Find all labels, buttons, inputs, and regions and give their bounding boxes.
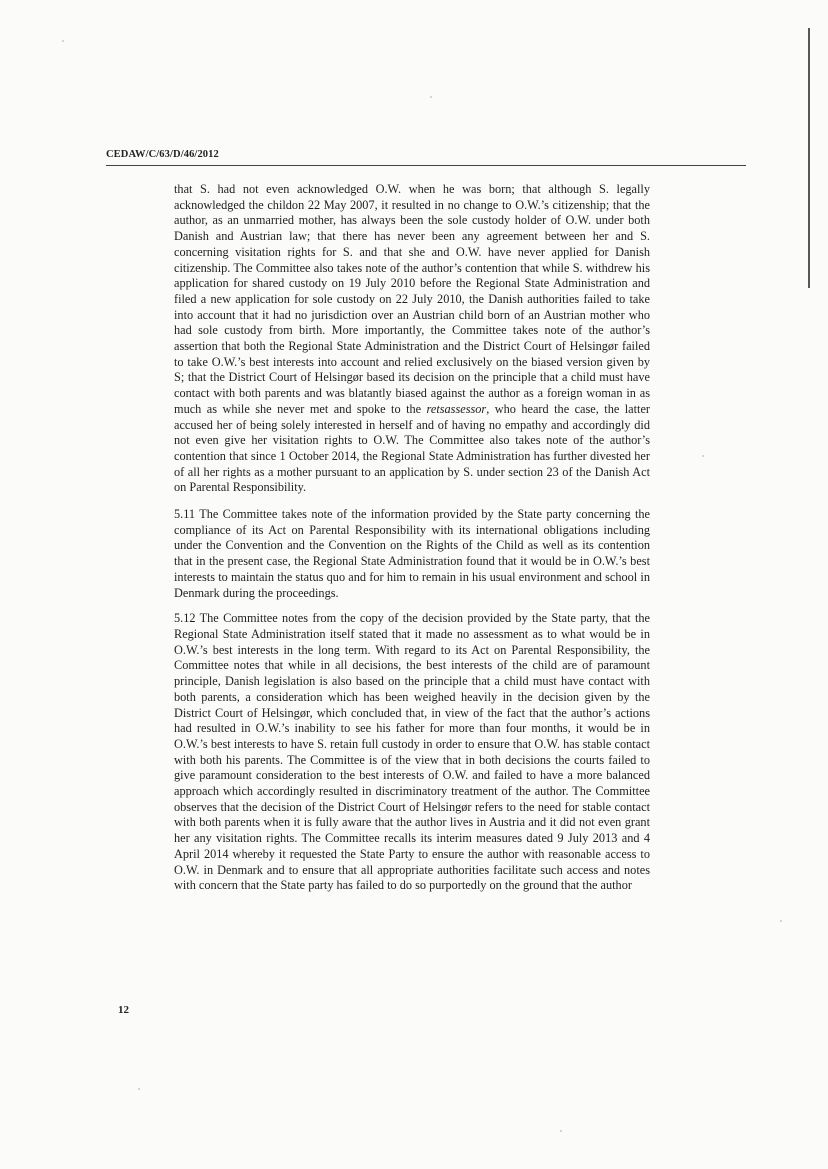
paragraph-5-11: 5.11 The Committee takes note of the information provided by the State party concerning the compliance of its Act on Parental Responsibility with its international obligations including under the Convention and the Convention on the Rights of the Child as well as its contention that in the present case, the Regional State Administration found that it would be in O.W.’s best interests to maintain the status quo and for him to remain in his usual environment and school in Denmark during the proceedings. bbox=[174, 507, 650, 600]
paragraph-text-part: , who heard the case, the latter accused her of being solely interested in herself and of having no empathy and accordingly did not even give her visitation rights to O.W. The Committee also takes note of the author’s contention that since 1 October 2014, the Regional State Administration has further divested her of all her rights as a mother pursuant to an application by S. under section 23 of the Danish Act on Parental Responsibility. bbox=[174, 401, 651, 495]
scan-speck bbox=[560, 1130, 562, 1132]
paragraph-text-part: that S. had not even acknowledged O.W. when he was born; that although S. legally acknowledged the childon 22 May 2007, it resulted in no change to O.W.’s citizenship; that the author, as an unmarried mother, has always been the sole custody holder of O.W. under both Danish and Austrian law; that there has never been any agreement between her and S. concerning visitation rights for S. and that she and O.W. have never applied for Danish citizenship. The Committee also takes note of the author’s contention that while S. withdrew his application for shared custody on 19 July 2010 before the Regional State Administration and filed a new application for sole custody on 22 July 2010, the Danish authorities failed to take into account that it had no jurisdiction over an Austrian child born of an Austrian mother who had sole custody from birth. More importantly, the Committee takes note of the author’s assertion that both the Regional State Administration and the District Court of Helsingør failed to take O.W.’s best interests into account and relied exclusively on the biased version given by S; that the District Court of Helsingør based its decision on the principle that a child must have contact with both parents and was blatantly biased against the author as a foreign woman in as much as while she never met and spoke to the bbox=[174, 182, 650, 416]
document-symbol: CEDAW/C/63/D/46/2012 bbox=[106, 149, 219, 160]
scan-edge-mark bbox=[808, 28, 810, 288]
scan-speck bbox=[138, 1088, 140, 1090]
scan-speck bbox=[780, 920, 782, 922]
page-number: 12 bbox=[118, 1004, 129, 1016]
scan-speck bbox=[62, 40, 64, 42]
italic-term: retsassessor bbox=[426, 401, 487, 416]
document-body bbox=[174, 182, 650, 904]
scan-speck bbox=[430, 96, 432, 98]
paragraph-continuation bbox=[174, 182, 650, 496]
paragraph-5-12: 5.12 The Committee notes from the copy of the decision provided by the State party, that the Regional State Administration itself stated that it made no assessment as to what would be in O.W.’s best interests in the long term. With regard to its Act on Parental Responsibility, the Committee notes that while in all decisions, the best interests of the child are of paramount principle, Danish legislation is also based on the principle that a child must have contact with both parents, a consideration which has been weighed heavily in the decision given by the District Court of Helsingør, which concluded that, in view of the fact that the author’s actions had resulted in O.W.’s inability to see his father for more than four months, it would be in O.W.’s best interests to have S. retain full custody in order to ensure that O.W. has stable contact with both his parents. The Committee is of the view that in both decisions the courts failed to give paramount consideration to the best interests of O.W. and failed to have a more balanced approach which accordingly resulted in discriminatory treatment of the author. The Committee observes that the decision of the District Court of Helsingør refers to the need for stable contact with both parents when it is fully aware that the author lives in Austria and it did not even grant her any visitation rights. The Committee recalls its interim measures dated 9 July 2013 and 4 April 2014 whereby it requested the State Party to ensure the author with reasonable access to O.W. in Denmark and to ensure that all appropriate authorities facilitate such access and notes with concern that the State party has failed to do so purportedly on the ground that the author bbox=[174, 611, 650, 893]
header-divider bbox=[106, 165, 746, 166]
scan-speck bbox=[702, 455, 704, 457]
